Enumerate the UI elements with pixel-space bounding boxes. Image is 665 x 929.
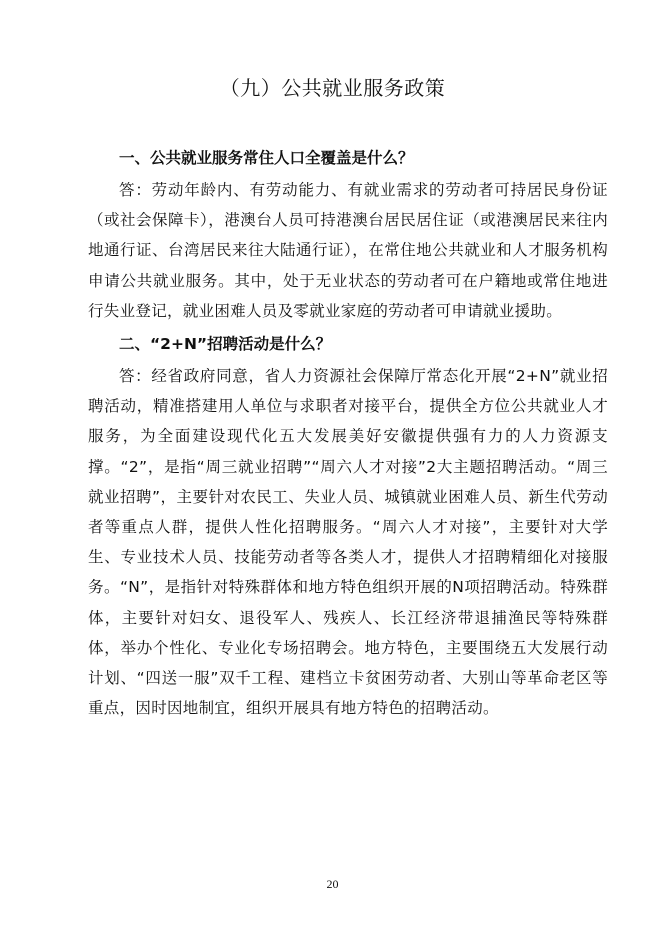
answer-2: 答：经省政府同意，省人力资源社会保障厅常态化开展“2+N”就业招聘活动，精准搭建用人单位与求职者对接平台，提供全方位公共就业人才服务，为全面建设现代化五大发展美好安徽提供强有力的人力资源支撑。“2”，是指“周三就业招聘”“周六人才对接”2大主题招聘活动。“周三就业招聘”，主要针对农民工、失业人员、城镇就业困难人员、新生代劳动者等重点人群，提供人性化招聘服务。“周六人才对接”，主要针对大学生、专业技术人员、技能劳动者等各类人才，提供人才招聘精细化对接服务。“N”，是指针对特殊群体和地方特色组织开展的N项招聘活动。特殊群体，主要针对妇女、退役军人、残疾人、长江经济带退捕渔民等特殊群体，举办个性化、专业化专场招聘会。地方特色，主要围绕五大发展行动计划、“四送一服”双千工程、建档立卡贫困劳动者、大别山等革命老区等重点，因时因地制宜，组织开展具有地方特色的招聘活动。 — [88, 367, 608, 718]
question-1: 一、公共就业服务常住人口全覆盖是什么？ — [119, 149, 414, 167]
document-body — [88, 143, 608, 723]
answer-1: 答：劳动年龄内、有劳动能力、有就业需求的劳动者可持居民身份证（或社会保障卡），港澳台人员可持港澳台居民居住证（或港澳居民来往内地通行证、台湾居民来往大陆通行证），在常住地公共就业和人才服务机构申请公共就业服务。其中，处于无业状态的劳动者可在户籍地或常住地进行失业登记，就业困难人员及零就业家庭的劳动者可申请就业援助。 — [88, 181, 608, 320]
page-number: 20 — [326, 877, 339, 891]
question-2: 二、“2+N”招聘活动是什么？ — [119, 335, 332, 354]
section-title: （九）公共就业服务政策 — [219, 76, 446, 100]
